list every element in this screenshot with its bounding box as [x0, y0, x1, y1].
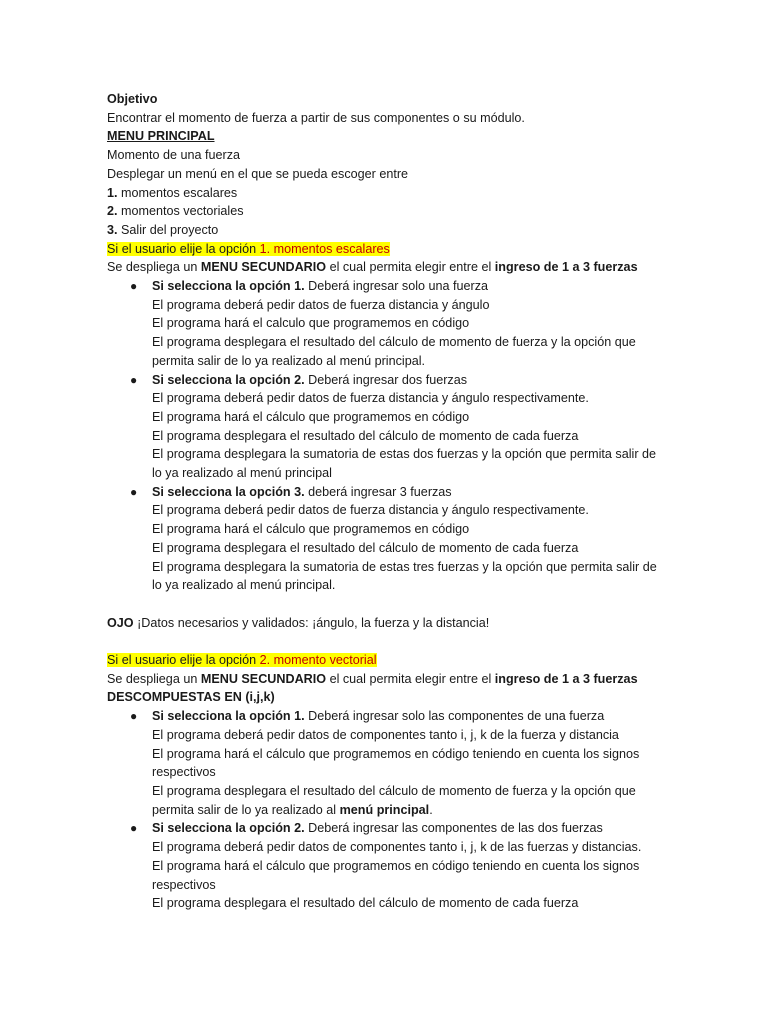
- section1-bullet-2: ● Si selecciona la opción 2. Deberá ingresar dos fuerzas El programa deberá pedir datos de fuerza distancia y ángulo respectivamente. El programa hará el cálculo que programemos en código El programa desplegara el resultado del cálculo de momento de cada fuerza El programa desplegara la sumatoria de estas dos fuerzas y la opción que permita salir de lo ya realizado al menú principal: [130, 372, 657, 481]
- spacer: [107, 632, 707, 651]
- section1-intro: Se despliega un MENU SECUNDARIO el cual permita elegir entre el ingreso de 1 a 3 fuerzas: [107, 260, 638, 275]
- section1-bullet-3: ● Si selecciona la opción 3. deberá ingresar 3 fuerzas El programa deberá pedir datos de fuerza distancia y ángulo respectivamente. El programa hará el cálculo que programemos en código El programa desplegara el resultado del cálculo de momento de cada fuerza El programa desplegara la sumatoria de estas tres fuerzas y la opción que permita salir de lo ya realizado al menú principal.: [130, 484, 657, 593]
- objective-heading: Objetivo: [107, 92, 158, 106]
- section2-heading: Si el usuario elije la opción 2. momento vectorial: [107, 653, 377, 668]
- bullet-dot: ●: [130, 484, 138, 499]
- bullet-dot: ●: [130, 372, 138, 387]
- momento-text: Momento de una fuerza: [107, 148, 241, 163]
- bullet-dot: ●: [130, 709, 138, 724]
- section1-heading: Si el usuario elije la opción 1. momentos escalares: [107, 241, 390, 256]
- spacer: [107, 595, 707, 614]
- document-body: [107, 90, 707, 913]
- desplegar-text: Desplegar un menú en el que se pueda escoger entre: [107, 166, 409, 181]
- section1-bullet-1: ● Si selecciona la opción 1. Deberá ingresar solo una fuerza El programa deberá pedir datos de fuerza distancia y ángulo El programa hará el calculo que programemos en código El programa desplegara el resultado del cálculo de momento de fuerza y la opción que permita salir de lo ya realizado al menú principal.: [130, 279, 636, 368]
- section2-intro: Se despliega un MENU SECUNDARIO el cual permita elegir entre el ingreso de 1 a 3 fuerzas: [107, 671, 638, 686]
- ojo-note: OJO ¡Datos necesarios y validados: ¡ángulo, la fuerza y la distancia!: [107, 615, 490, 630]
- menu-principal-heading: MENU PRINCIPAL: [107, 129, 215, 144]
- section2-bullet-2: ● Si selecciona la opción 2. Deberá ingresar las componentes de las dos fuerzas El programa deberá pedir datos de componentes tanto i, j, k de las fuerzas y distancias. El programa hará el cálculo que programemos en código teniendo en cuenta los signos respectivos El programa desplegara el resultado del cálculo de momento de cada fuerza: [130, 821, 642, 911]
- section2-bullet-1: ● Si selecciona la opción 1. Deberá ingresar solo las componentes de una fuerza El programa deberá pedir datos de componentes tanto i, j, k de la fuerza y distancia El programa hará el cálculo que programemos en código teniendo en cuenta los signos respectivos El programa desplegara el resultado del cálculo de momento de fuerza y la opción que permita salir de lo ya realizado al menú principal.: [130, 709, 640, 817]
- menu-item-1: 1. momentos escalares: [107, 185, 238, 200]
- bullet-dot: ●: [130, 821, 138, 836]
- objective-text: Encontrar el momento de fuerza a partir de sus componentes o su módulo.: [107, 110, 525, 125]
- bullet-dot: ●: [130, 279, 138, 294]
- section2-intro-2: DESCOMPUESTAS EN (i,j,k): [107, 690, 275, 705]
- menu-item-2: 2. momentos vectoriales: [107, 204, 244, 219]
- menu-item-3: 3. Salir del proyecto: [107, 222, 219, 237]
